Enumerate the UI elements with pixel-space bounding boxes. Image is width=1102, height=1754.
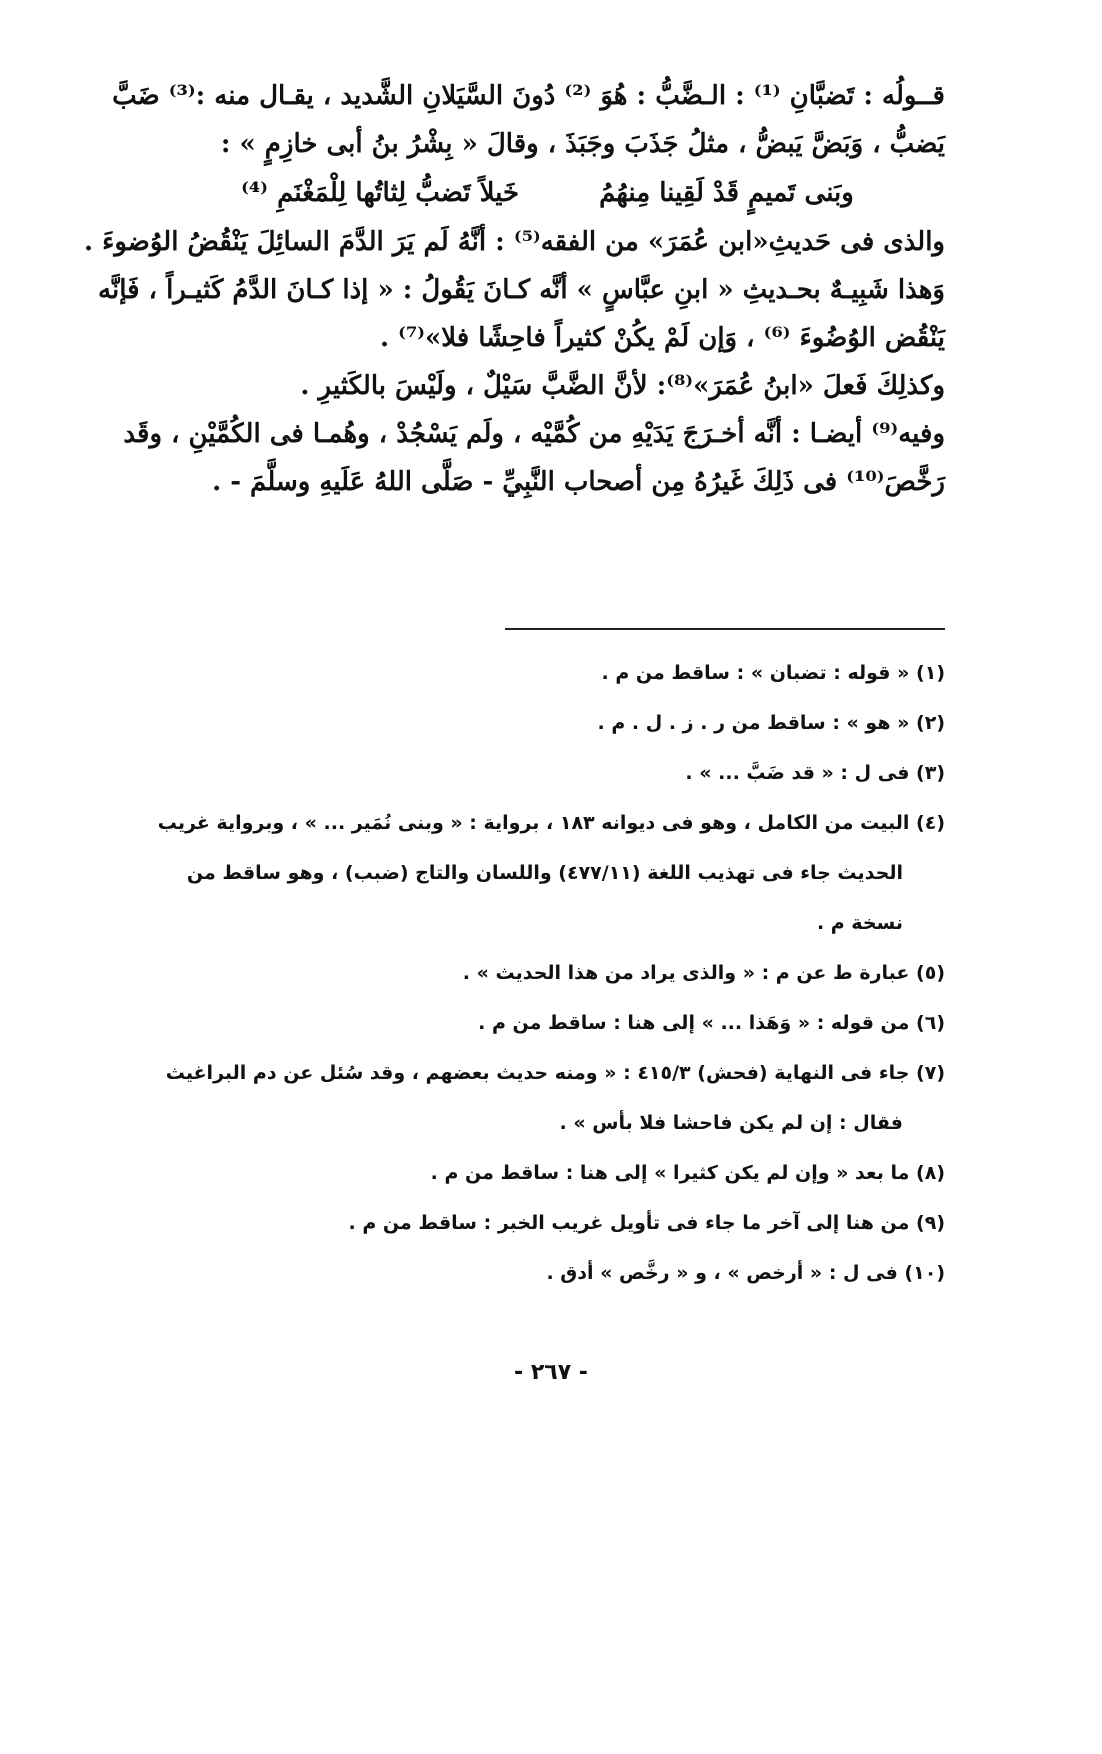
footnote-2 bbox=[150, 698, 945, 748]
footnote-3 bbox=[150, 748, 945, 798]
footnote-1 bbox=[150, 648, 945, 698]
verse-second-hemistich: خَيلاً تَضبُّ لِثاتُها لِلْمَغْنَمِ ⁽⁴⁾ bbox=[241, 178, 520, 208]
body-line: رَخَّصَ⁽¹⁰⁾ فى ذَلِكَ غَيرُهُ مِن أصحاب النَّبِيِّ - صَلَّى اللهُ عَلَيهِ وسلَّمَ - . bbox=[212, 467, 945, 497]
footnote-line: (٤) البيت من الكامل ، وهو فى ديوانه ١٨٣ ، برواية : « وبنى نُمَير ... » ، وبرواية غريب bbox=[157, 812, 945, 834]
footnote-line: (٣) فى ل : « قد ضَبَّ ... » . bbox=[685, 762, 945, 784]
footnote-line: (٨) ما بعد « وإن لم يكن كثيرا » إلى هنا : ساقط من م . bbox=[430, 1162, 945, 1184]
body-line: قــولُه : تَضبَّانِ ⁽¹⁾ : الـضَّبُّ : هُوَ ⁽²⁾ دُونَ السَّيَلانِ الشَّديد ، يقـال منه :⁽³⁾ ضَبَّ bbox=[112, 81, 945, 111]
footnote-10 bbox=[150, 1248, 945, 1298]
footnote-separator bbox=[505, 628, 945, 630]
footnote-6 bbox=[150, 998, 945, 1048]
poem-verse bbox=[150, 168, 945, 218]
body-line: والذى فى حَديثِ«ابن عُمَرَ» من الفقه⁽⁵⁾ : أنَّهُ لَم يَرَ الدَّمَ السائِلَ يَنْقُضُ الوُضوءَ . bbox=[84, 227, 945, 257]
footnote-line: (١) « قوله : تضبان » : ساقط من م . bbox=[601, 662, 945, 684]
footnote-line: فقال : إن لم يكن فاحشا فلا بأس » . bbox=[559, 1112, 903, 1134]
body-line: وكذلِكَ فَعلَ «ابنُ عُمَرَ»⁽⁸⁾: لأنَّ الضَّبَّ سَيْلٌ ، ولَيْسَ بالكَثيرِ . bbox=[300, 371, 945, 401]
verse-first-hemistich: وبَنى تَميمٍ قَدْ لَقِينا مِنهُمُ bbox=[599, 178, 854, 208]
page-number: - ٢٦٧ - bbox=[514, 1360, 588, 1385]
footnotes bbox=[150, 648, 945, 1298]
footnote-line: (٧) جاء فى النهاية (فحش) ٤١٥/٣ : « ومنه حديث بعضهم ، وقد سُئل عن دم البراغيث bbox=[165, 1062, 945, 1084]
footnote-line: نسخة م . bbox=[816, 912, 903, 934]
body-line: يَضبُّ ، وَبَضَّ يَبضُّ ، مثلُ جَذَبَ وجَبَذَ ، وقالَ « بِشْرُ بنُ أبى خازِمٍ » : bbox=[220, 129, 945, 159]
footnote-9 bbox=[150, 1198, 945, 1248]
body-line: يَنْقُض الوُضُوءَ ⁽⁶⁾ ، وَإن لَمْ يكُنْ كثيراً فاحِشًا فلا»⁽⁷⁾ . bbox=[380, 323, 945, 353]
footnote-line: الحديث جاء فى تهذيب اللغة (٤٧٧/١١) واللسان والتاج (ضبب) ، وهو ساقط من bbox=[186, 862, 903, 884]
body-line: وَهذا شَبِيـهٌ بحـديثِ « ابنِ عبَّاسٍ » أنَّه كـانَ يَقُولُ : « إذا كـانَ الدَّمُ كَثيـراً ، فَإنَّه bbox=[98, 275, 945, 305]
footnote-line: (٢) « هو » : ساقط من ر . ز . ل . م . bbox=[597, 712, 945, 734]
main-text bbox=[84, 72, 945, 506]
footnote-line: (٥) عبارة ط عن م : « والذى يراد من هذا الحديث » . bbox=[462, 962, 945, 984]
footnote-line: (١٠) فى ل : « أرخص » ، و « رخَّص » أدق . bbox=[546, 1262, 945, 1284]
body-line: وفيه⁽⁹⁾ أيضـا : أنَّه أخـرَجَ يَدَيْهِ من كُمَّيْه ، ولَم يَسْجُدْ ، وهُمـا فى الكُمَّيْنِ ، وقَد bbox=[123, 419, 945, 449]
footnote-8 bbox=[150, 1148, 945, 1198]
footnote-line: (٩) من هنا إلى آخر ما جاء فى تأويل غريب الخبر : ساقط من م . bbox=[348, 1212, 945, 1234]
footnote-4 bbox=[150, 798, 945, 948]
footnote-line: (٦) من قوله : « وَهَذا ... » إلى هنا : ساقط من م . bbox=[478, 1012, 945, 1034]
footnote-5 bbox=[150, 948, 945, 998]
footnote-7 bbox=[150, 1048, 945, 1148]
